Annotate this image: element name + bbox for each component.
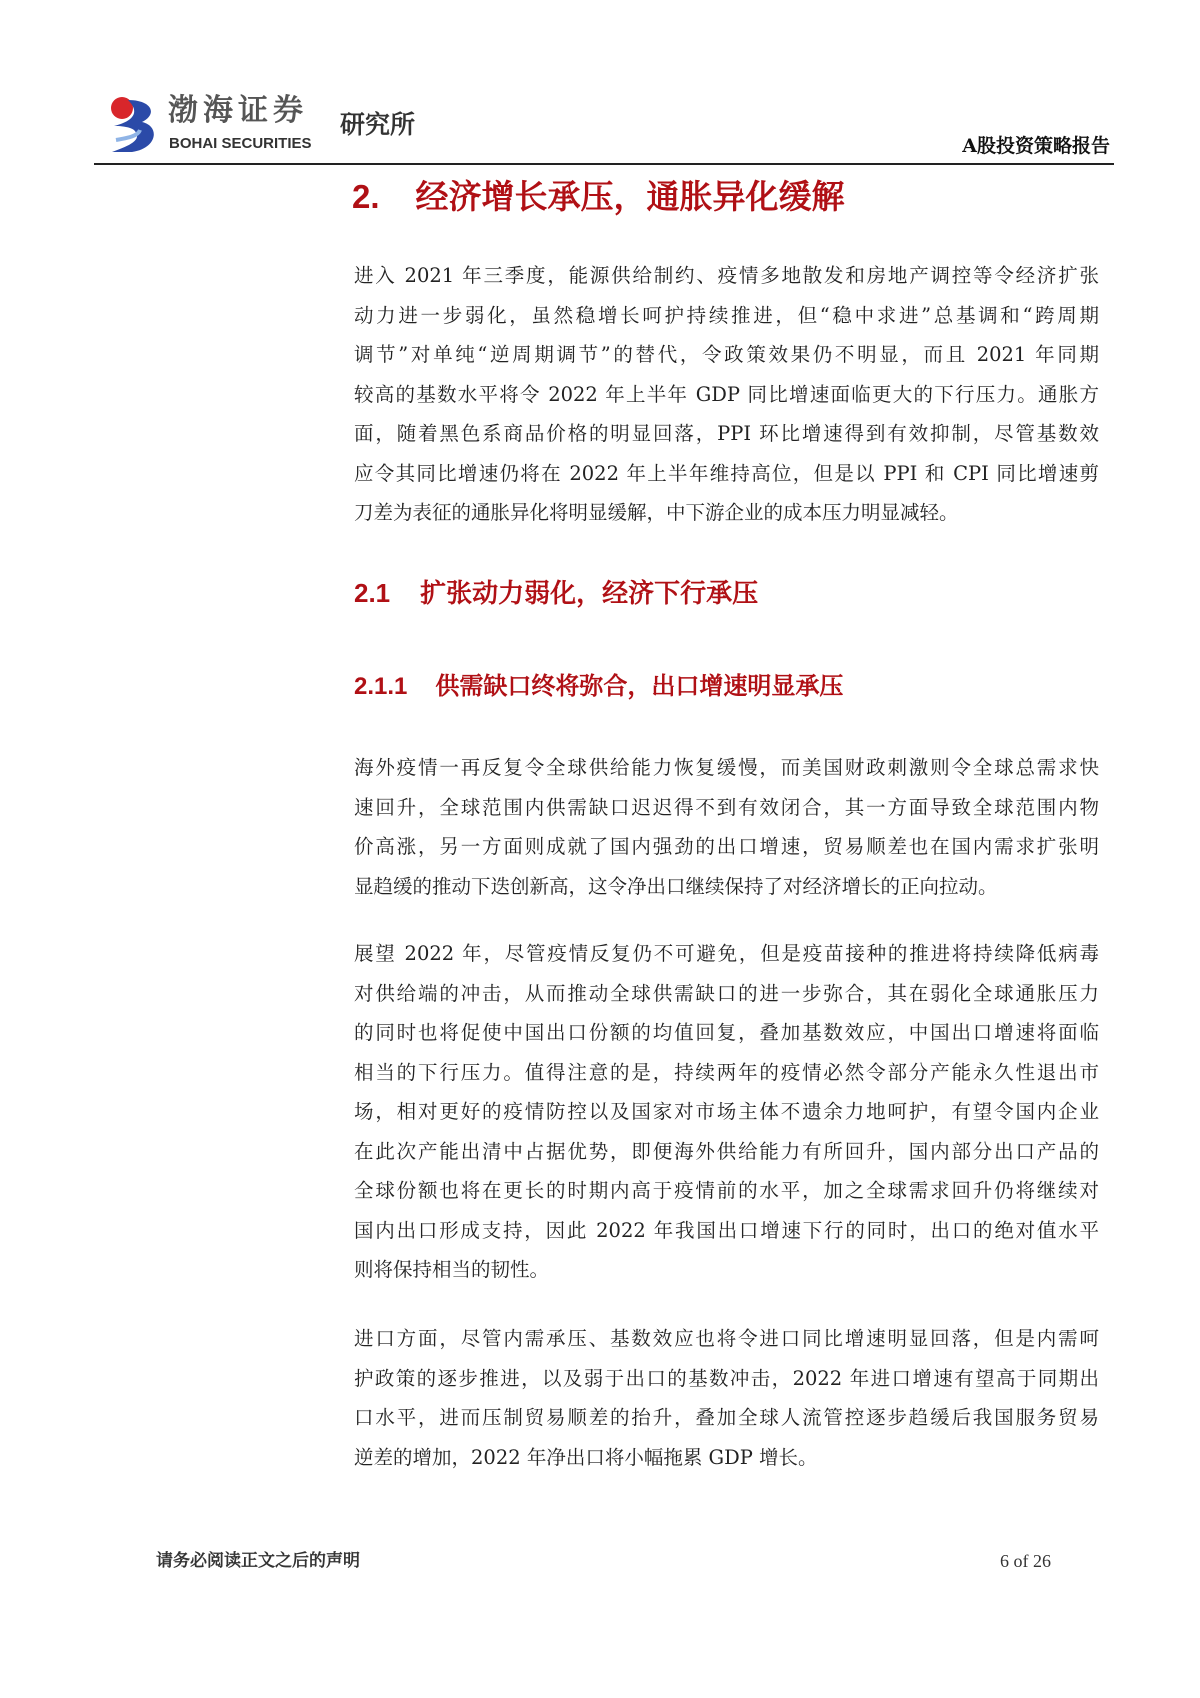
section-number: 2.1.1	[354, 673, 408, 700]
text-line: 的同时也将促使中国出口份额的均值回复，叠加基数效应，中国出口增速将面临	[354, 1021, 1099, 1044]
text-line: 护政策的逐步推进，以及弱于出口的基数冲击，2022 年进口增速有望高于同期出	[354, 1366, 1099, 1390]
text-line: 应令其同比增速仍将在 2022 年上半年维持高位，但是以 PPI 和 CPI 同比增速剪	[354, 461, 1099, 485]
section-title: 扩张动力弱化，经济下行承压	[420, 579, 759, 609]
text-line: 速回升，全球范围内供需缺口迟迟得不到有效闭合，其一方面导致全球范围内物	[354, 795, 1099, 819]
page-number: 6 of 26	[1000, 1551, 1051, 1571]
paragraph-2	[354, 748, 1099, 906]
institute-label: 研究所	[340, 110, 416, 139]
text-line: 动力进一步弱化，虽然稳增长呵护持续推进，但“稳中求进”总基调和“跨周期	[354, 303, 1099, 327]
text-line: 逆差的增加，2022 年净出口将小幅拖累 GDP 增长。	[354, 1445, 818, 1469]
section-heading-2-1-1	[354, 670, 843, 703]
text-line: 刀差为表征的通胀异化将明显缓解，中下游企业的成本压力明显减轻。	[354, 501, 959, 524]
paragraph-1	[354, 256, 1099, 533]
text-line: 海外疫情一再反复令全球供给能力恢复缓慢，而美国财政刺激则令全球总需求快	[354, 756, 1099, 779]
section-title: 经济增长承压，通胀异化缓解	[415, 177, 845, 216]
report-type: A股投资策略报告	[962, 135, 1110, 157]
text-line: 价高涨，另一方面则成就了国内强劲的出口增速，贸易顺差也在国内需求扩张明	[354, 835, 1099, 858]
logo-english-name: BOHAI SECURITIES	[169, 135, 312, 152]
section-heading-2-1	[354, 576, 758, 611]
header-divider	[94, 163, 1114, 165]
text-line: 调节”对单纯“逆周期调节”的替代，令政策效果仍不明显，而且 2021 年同期	[354, 343, 1099, 366]
text-line: 显趋缓的推动下迭创新高，这令净出口继续保持了对经济增长的正向拉动。	[354, 874, 998, 898]
text-line: 口水平，进而压制贸易顺差的抬升，叠加全球人流管控逐步趋缓后我国服务贸易	[354, 1406, 1099, 1429]
section-number: 2.1	[354, 578, 391, 608]
paragraph-4	[354, 1319, 1099, 1477]
text-line: 较高的基数水平将令 2022 年上半年 GDP 同比增速面临更大的下行压力。通胀方	[354, 382, 1099, 406]
section-number: 2.	[352, 178, 380, 215]
text-line: 相当的下行压力。值得注意的是，持续两年的疫情必然令部分产能永久性退出市	[354, 1060, 1099, 1084]
text-line: 进入 2021 年三季度，能源供给制约、疫情多地散发和房地产调控等令经济扩张	[354, 264, 1099, 287]
section-title: 供需缺口终将弥合，出口增速明显承压	[435, 671, 844, 700]
text-line: 展望 2022 年，尽管疫情反复仍不可避免，但是疫苗接种的推进将持续降低病毒	[354, 942, 1099, 965]
paragraph-3	[354, 934, 1099, 1290]
text-line: 面，随着黑色系商品价格的明显回落，PPI 环比增速得到有效抑制，尽管基数效	[354, 422, 1099, 445]
text-line: 场，相对更好的疫情防控以及国家对市场主体不遗余力地呵护，有望令国内企业	[354, 1100, 1099, 1123]
text-line: 则将保持相当的韧性。	[354, 1258, 550, 1281]
text-line: 进口方面，尽管内需承压、基数效应也将令进口同比增速明显回落，但是内需呵	[354, 1327, 1099, 1350]
text-line: 全球份额也将在更长的时期内高于疫情前的水平，加之全球需求回升仍将继续对	[354, 1179, 1099, 1202]
logo-chinese-name: 渤海证券	[168, 93, 308, 128]
text-line: 对供给端的冲击，从而推动全球供需缺口的进一步弥合，其在弱化全球通胀压力	[354, 981, 1099, 1005]
text-line: 国内出口形成支持，因此 2022 年我国出口增速下行的同时，出口的绝对值水平	[354, 1218, 1099, 1242]
section-heading-2	[352, 176, 845, 218]
footer-disclaimer-note: 请务必阅读正文之后的声明	[156, 1551, 360, 1571]
bohai-logo	[108, 94, 448, 158]
bohai-logo-mark-icon	[108, 96, 160, 154]
text-line: 在此次产能出清中占据优势，即便海外供给能力有所回升，国内部分出口产品的	[354, 1139, 1099, 1163]
